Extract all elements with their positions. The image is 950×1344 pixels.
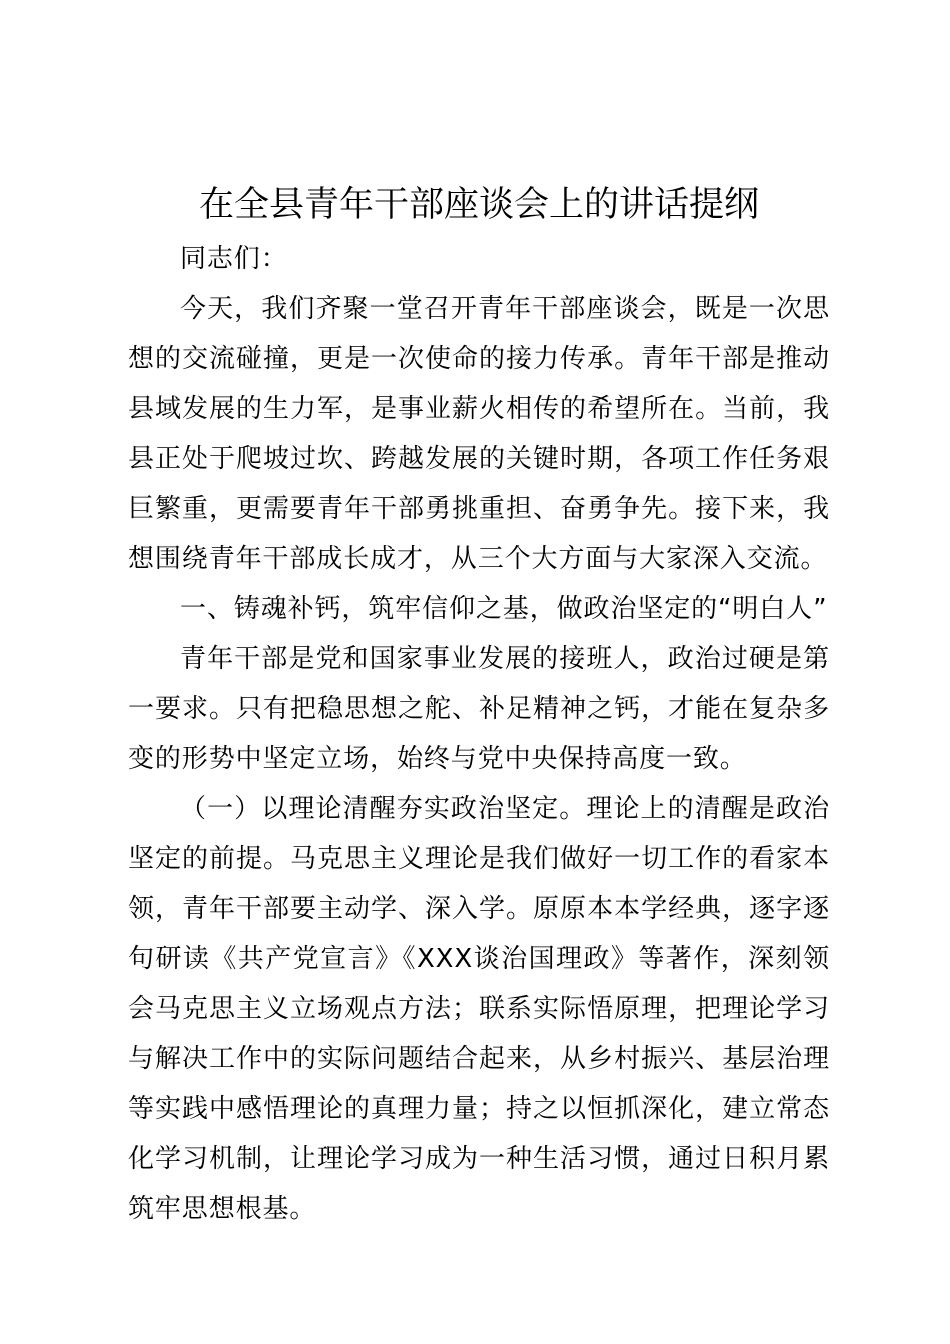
paragraph-section-1: 青年干部是党和国家事业发展的接班人，政治过硬是第一要求。只有把稳思想之舵、补足精神之钙，才能在复杂多变的形势中坚定立场，始终与党中央保持高度一致。 (128, 644, 830, 774)
document-title: 在全县青年干部座谈会上的讲话提纲 (198, 185, 759, 225)
paragraph-intro: 今天，我们齐聚一堂召开青年干部座谈会，既是一次思想的交流碰撞，更是一次使命的接力传承。青年干部是推动县域发展的生力军，是事业薪火相传的希望所在。当前，我县正处于爬坡过坎、跨越发展的关键时期，各项工作任务艰巨繁重，更需要青年干部勇挑重担、奋勇争先。接下来，我想围绕青年干部成长成才，从三个大方面与大家深入交流。 (128, 294, 830, 574)
document-body (128, 234, 830, 1234)
section-heading-1: 一、铸魂补钙，筑牢信仰之基，做政治坚定的“明白人” (180, 594, 828, 624)
salutation: 同志们： (180, 244, 288, 274)
paragraph-subsection-1: （一）以理论清醒夯实政治坚定。理论上的清醒是政治坚定的前提。马克思主义理论是我们做好一切工作的看家本领，青年干部要主动学、深入学。原原本本学经典，逐字逐句研读《共产党宣言》《XXX谈治国理政》等著作，深刻领会马克思主义立场观点方法；联系实际悟原理，把理论学习与解决工作中的实际问题结合起来，从乡村振兴、基层治理等实践中感悟理论的真理力量；持之以恒抓深化，建立常态化学习机制，让理论学习成为一种生活习惯，通过日积月累筑牢思想根基。 (128, 794, 830, 1224)
